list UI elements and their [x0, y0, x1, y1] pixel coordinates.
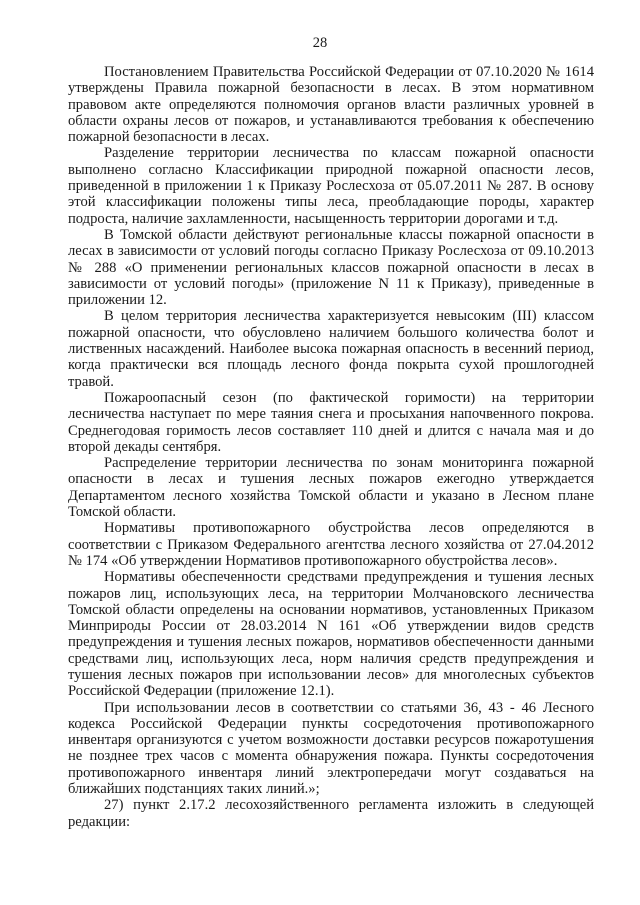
- document-body: [68, 64, 594, 830]
- paragraph-item-27: 27) пункт 2.17.2 лесохозяйственного регламента изложить в следующей редакции:: [68, 797, 594, 830]
- paragraph-fire-hazard-classification: Разделение территории лесничества по классам пожарной опасности выполнено согласно Классификации природной пожарной опасности лесов, приведенной в приложении 1 к Приказу Рослесхоза от 05.07.2011 № 287. В основу этой классификации положены типы леса, преобладающие породы, характер подроста, наличие захламленности, насыщенность территории дорогами и т.д.: [68, 145, 594, 227]
- paragraph-equipment-norms: Нормативы обеспеченности средствами предупреждения и тушения лесных пожаров лиц, использующих леса, на территории Молчановского лесничества Томской области определены на основании нормативов, установленных Приказом Минприроды России от 28.03.2014 N 161 «Об утверждении видов средств предупреждения и тушения лесных пожаров, нормативов обеспеченности данными средствами лиц, использующих леса, норм наличия средств предупреждения и тушения лесных пожаров при использовании лесов» для многолесных субъектов Российской Федерации (приложение 12.1).: [68, 569, 594, 700]
- paragraph-equipment-points: При использовании лесов в соответствии со статьями 36, 43 - 46 Лесного кодекса Российской Федерации пункты сосредоточения противопожарного инвентаря организуются с учетом возможности доставки ресурсов пожаротушения не позднее трех часов с момента обнаружения пожара. Пункты сосредоточения противопожарного инвентаря линий электропередачи могут создаваться на ближайших подстанциях таких линий.»;: [68, 699, 594, 798]
- paragraph-fire-prevention-norms: Нормативы противопожарного обустройства лесов определяются в соответствии с Приказом Федерального агентства лесного хозяйства от 27.04.2012 № 174 «Об утверждении Нормативов противопожарного обустройства лесов».: [68, 520, 594, 569]
- paragraph-regional-hazard-classes: В Томской области действуют региональные классы пожарной опасности в лесах в зависимости от условий погоды согласно Приказу Рослесхоза от 09.10.2013 № 288 «О применении региональных классов пожарной опасности в лесах в зависимости от условий погоды» (приложение N 11 к Приказу), приведенные в приложении 12.: [68, 226, 594, 309]
- page-number: 28: [312, 35, 328, 51]
- paragraph-monitoring-zones: Распределение территории лесничества по зонам мониторинга пожарной опасности в лесах и тушения лесных пожаров ежегодно утверждается Департаментом лесного хозяйства Томской области и указано в Лесном плане Томской области.: [68, 455, 594, 521]
- paragraph-fire-season: Пожароопасный сезон (по фактической горимости) на территории лесничества наступает по мере таяния снега и просыхания напочвенного покрова. Среднегодовая горимость лесов составляет 110 дней и длится с начала мая и до второй декады сентября.: [68, 389, 594, 455]
- paragraph-hazard-class-overall: В целом территория лесничества характеризуется невысоким (III) классом пожарной опасности, что обусловлено наличием большого количества болот и лиственных насаждений. Наиболее высока пожарная опасность в весенний период, когда практически вся площадь лесного фонда покрыта сухой прошлогодней травой.: [68, 308, 594, 390]
- paragraph-fire-safety-rules: Постановлением Правительства Российской Федерации от 07.10.2020 № 1614 утверждены Правила пожарной безопасности в лесах. В этом нормативном правовом акте определяются полномочия органов власти различных уровней в области охраны лесов от пожаров, и устанавливаются требования к обеспечению пожарной безопасности в лесах.: [68, 64, 594, 146]
